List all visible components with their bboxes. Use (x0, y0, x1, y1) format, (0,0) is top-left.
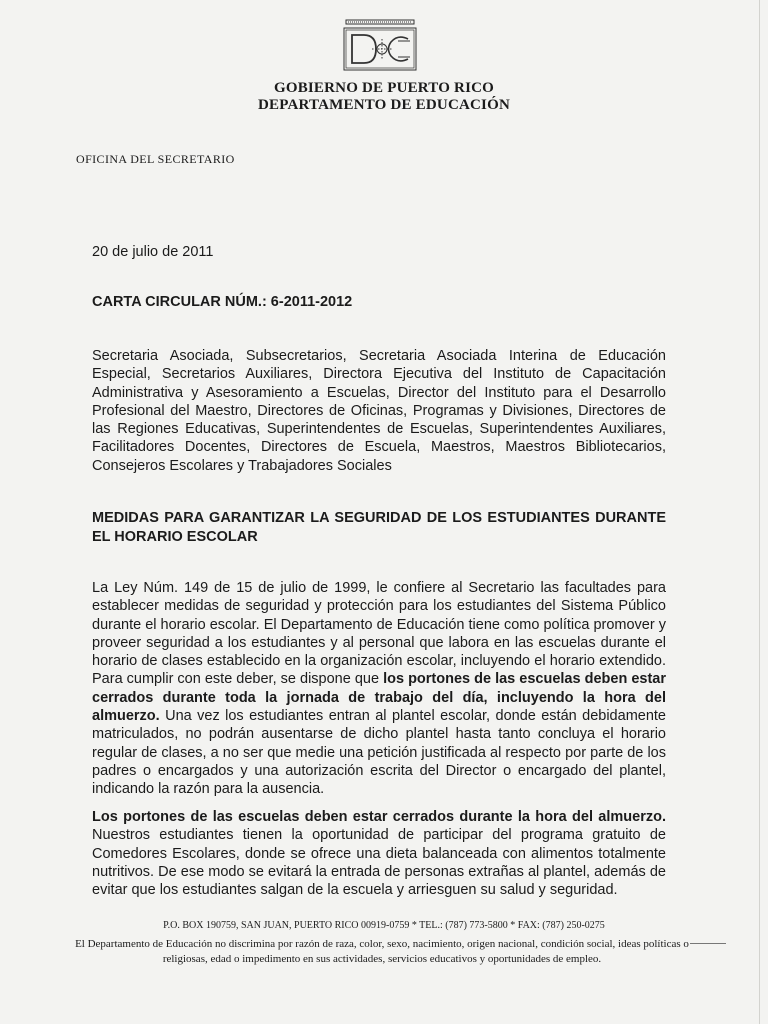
body-text: La Ley Núm. 149 de 15 de julio de 1999, le confiere al Secretario las facultades para establecer medidas de seguridad y protección para los estudiantes del Sistema Público durante el horario escolar. El Departamento de Educación tiene como política promover y proveer seguridad a los estudiantes y al personal que labora en las escuelas durante el horario de clases establecido en la organización escolar, incluyendo el horario extendido. Para cumplir con este deber, se dispone que (92, 580, 666, 688)
letter-date: 20 de julio de 2011 (92, 244, 214, 260)
subject-heading: MEDIDAS PARA GARANTIZAR LA SEGURIDAD DE LOS ESTUDIANTES DURANTE EL HORARIO ESCOLAR (92, 510, 666, 545)
emphasis-text: Los portones de las escuelas deben estar cerrados durante la hora del almuerzo. (92, 809, 666, 825)
de-crest-logo (340, 17, 420, 75)
emphasis-text: los portones de las escuelas deben estar cerrados durante toda la jornada de trabajo del día, incluyendo la hora del almuerzo. (92, 671, 667, 725)
body-paragraph-2 (92, 808, 666, 899)
addressees: Secretaria Asociada, Subsecretarios, Secretaria Asociada Interina de Educación Especial, Secretarios Auxiliares, Directora Ejecutiva del Instituto de Capacitación Administrativa y Asesoramiento a Escuelas, Director del Instituto para el Desarrollo Profesional del Maestro, Directores de Oficinas, Programas y Divisiones, Directores de las Regiones Educativas, Superintendentes de Escuelas, Superintendentes Auxiliares, Facilitadores Docentes, Directores de Escuela, Maestros, Maestros Bibliotecarios, Consejeros Escolares y Trabajadores Sociales (92, 348, 666, 474)
page-edge (759, 0, 760, 1024)
department-name: DEPARTAMENTO DE EDUCACIÓN (258, 97, 510, 113)
org-name: GOBIERNO DE PUERTO RICO (273, 80, 495, 96)
office-name: OFICINA DEL SECRETARIO (76, 152, 235, 166)
body-paragraph-1 (92, 579, 666, 799)
footer-notice: El Departamento de Educación no discrimina por razón de raza, color, sexo, nacimiento, origen nacional, condición social, ideas políticas o religiosas, edad o impedimento en sus actividades, servicios educativos y oportunidades de empleo. (75, 938, 689, 965)
footer-contact: P.O. BOX 190759, SAN JUAN, PUERTO RICO 00919-0759 * TEL.: (787) 773-5800 * FAX: (787) 250-0275 (163, 920, 605, 931)
body-text: Una vez los estudiantes entran al plantel escolar, donde están debidamente matriculados, no podrán ausentarse de dicho plantel hasta tanto concluya el horario regular de clases, a no ser que medie una petición justificada al respecto por parte de los padres o encargados y una autorización escrita del Director o encargado del plantel, indicando la razón para la ausencia. (92, 708, 666, 798)
scan-mark (690, 943, 726, 944)
body-text: Nuestros estudiantes tienen la oportunidad de participar del programa gratuito de Comedores Escolares, donde se ofrece una dieta balanceada con alimentos totalmente nutritivos. De ese modo se evitará la entrada de personas extrañas al plantel, además de evitar que los estudiantes salgan de la escuela y arriesguen su salud y seguridad. (92, 827, 666, 899)
circular-number: CARTA CIRCULAR NÚM.: 6-2011-2012 (92, 294, 353, 310)
